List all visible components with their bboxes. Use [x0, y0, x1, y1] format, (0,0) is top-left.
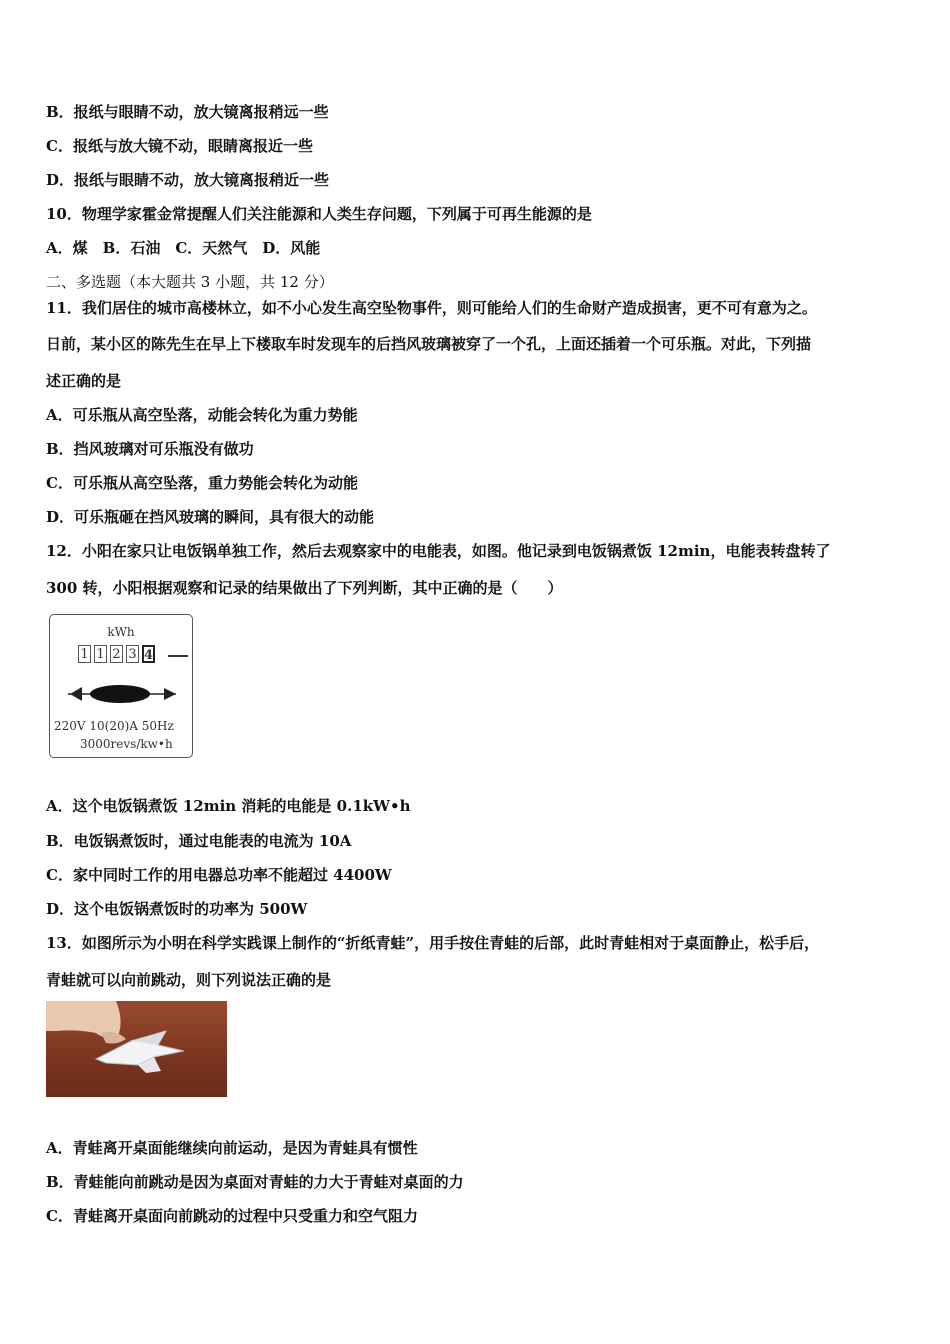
paper-frog-photo: [46, 1001, 227, 1097]
option-11a: A．可乐瓶从高空坠落，动能会转化为重力势能: [46, 406, 358, 424]
option-13a: A．青蛙离开桌面能继续向前运动，是因为青蛙具有惯性: [46, 1139, 418, 1157]
option-13c: C．青蛙离开桌面向前跳动的过程中只受重力和空气阻力: [46, 1207, 418, 1225]
paper-frog-icon: [46, 1001, 227, 1097]
meter-digit-row: [78, 645, 158, 663]
meter-digit: 3: [126, 645, 139, 663]
option-9d: D．报纸与眼睛不动，放大镜离报稍近一些: [46, 171, 330, 189]
meter-rotating-disc-icon: [68, 679, 178, 709]
question-11-stem-line-3: 述正确的是: [46, 372, 122, 390]
electric-meter-figure: [49, 614, 193, 758]
meter-digit-pointer: [168, 655, 188, 657]
meter-digit-decimal: 4: [142, 645, 155, 663]
meter-spec-label: 220V 10(20)A 50Hz: [54, 719, 174, 733]
question-12-stem-line-2: 300 转，小阳根据观察和记录的结果做出了下列判断，其中正确的是（ ）: [46, 579, 563, 597]
option-12d: D．这个电饭锅煮饭时的功率为 500W: [46, 900, 308, 918]
meter-digit: 2: [110, 645, 123, 663]
question-10-options: A．煤 B．石油 C．天然气 D．风能: [46, 239, 321, 257]
section-heading-multi-choice: 二、多选题（本大题共 3 小题，共 12 分）: [46, 273, 334, 291]
meter-digit: 1: [78, 645, 91, 663]
question-10-stem: 10．物理学家霍金常提醒人们关注能源和人类生存问题，下列属于可再生能源的是: [46, 205, 592, 223]
option-9b: B．报纸与眼睛不动，放大镜离报稍远一些: [46, 103, 329, 121]
question-13-stem-line-2: 青蛙就可以向前跳动，则下列说法正确的是: [46, 971, 332, 989]
question-13-stem-line-1: 13．如图所示为小明在科学实践课上制作的“折纸青蛙”，用手按住青蛙的后部，此时青蛙相对于桌面静止，松手后，: [46, 934, 820, 952]
option-11d: D．可乐瓶砸在挡风玻璃的瞬间，具有很大的动能: [46, 508, 375, 526]
question-11-stem-line-2: 日前，某小区的陈先生在早上下楼取车时发现车的后挡风玻璃被穿了一个孔，上面还插着一个可乐瓶。对此，下列描: [46, 335, 812, 353]
meter-revs-label: 3000revs/kw•h: [80, 737, 173, 751]
meter-digit: 1: [94, 645, 107, 663]
option-13b: B．青蛙能向前跳动是因为桌面对青蛙的力大于青蛙对桌面的力: [46, 1173, 464, 1191]
option-12a: A．这个电饭锅煮饭 12min 消耗的电能是 0.1kW•h: [46, 797, 411, 815]
question-11-stem-line-1: 11．我们居住的城市高楼林立，如不小心发生高空坠物事件，则可能给人们的生命财产造成损害，更不可有意为之。: [46, 299, 817, 317]
meter-unit-label: kWh: [107, 625, 135, 639]
question-12-stem-line-1: 12．小阳在家只让电饭锅单独工作，然后去观察家中的电能表，如图。他记录到电饭锅煮饭 12min，电能表转盘转了: [46, 542, 831, 560]
option-11c: C．可乐瓶从高空坠落，重力势能会转化为动能: [46, 474, 358, 492]
option-12b: B．电饭锅煮饭时，通过电能表的电流为 10A: [46, 832, 352, 850]
option-12c: C．家中同时工作的用电器总功率不能超过 4400W: [46, 866, 392, 884]
option-9c: C．报纸与放大镜不动，眼睛离报近一些: [46, 137, 313, 155]
option-11b: B．挡风玻璃对可乐瓶没有做功: [46, 440, 254, 458]
